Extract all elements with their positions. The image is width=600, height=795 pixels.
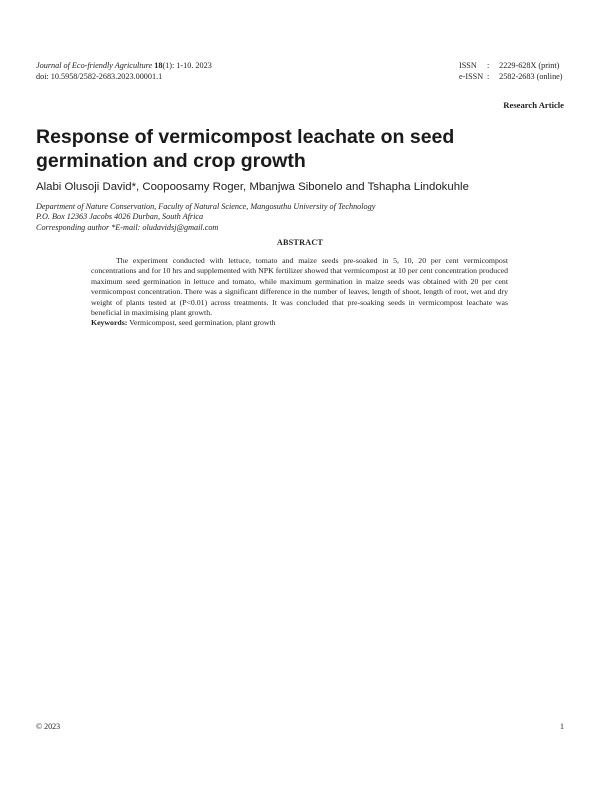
journal-volume: 18 [154,61,163,70]
eissn-separator: : [487,71,490,81]
abstract-body: The experiment conducted with lettuce, tomato and maize seeds pre-soaked in 5, 10, 20 per cent vermicompost concentrations and for 10 hrs and supplemented with NPK fertilizer showed that vermicompost at 10 per cent concentration produced maximum seed germination in lettuce and tomato, while maximum germination in maize seeds was obtained with 20 per cent vermicompost concentration. There was a significant difference in the number of leaves, length of shoot, length of root, wet and dry weight of plants tested at (P<0.01) across treatments. It was concluded that pre-soaking seeds in vermicompost leachate was beneficial in maximising plant growth. [91,256,509,318]
affiliation-department: Department of Nature Conservation, Faculty of Natural Science, Mangosuthu University of Technology [36,202,376,211]
page-number: 1 [560,722,564,731]
issn-label: ISSN [459,61,477,70]
affiliation-address: P.O. Box 12363 Jacobs 4026 Durban, South Africa [36,212,204,222]
keywords-label: Keywords: [91,318,128,327]
abstract-heading: ABSTRACT [276,238,324,247]
affiliation [36,202,566,233]
journal-citation-line [36,61,212,72]
issn-value: 2229-628X (print) [499,61,560,70]
issn-block [459,61,563,82]
journal-citation [36,61,212,82]
journal-issue-pages: (1): 1-10. 2023 [162,61,212,70]
eissn-value: 2582-2683 (online) [499,71,563,81]
copyright: © 2023 [36,722,61,731]
issn-separator: : [487,61,490,70]
authors: Alabi Olusoji David*, Coopoosamy Roger, Mbanjwa Sibonelo and Tshapha Lindokuhle [36,181,469,193]
paper-title: Response of vermicompost leachate on seed germination and crop growth [36,126,455,172]
corresponding-author: Corresponding author *E-mail: oludavidsj@gmail.com [36,222,219,232]
eissn-row [459,72,563,83]
doi: doi: 10.5958/2582-2683.2023.00001.1 [36,71,163,81]
eissn-label: e-ISSN [459,71,484,81]
keywords [91,318,508,327]
article-type: Research Article [503,100,564,110]
journal-name: Journal of Eco-friendly Agriculture [36,61,153,70]
keywords-text: Vermicompost, seed germination, plant growth [129,318,276,327]
issn-row [459,61,563,72]
